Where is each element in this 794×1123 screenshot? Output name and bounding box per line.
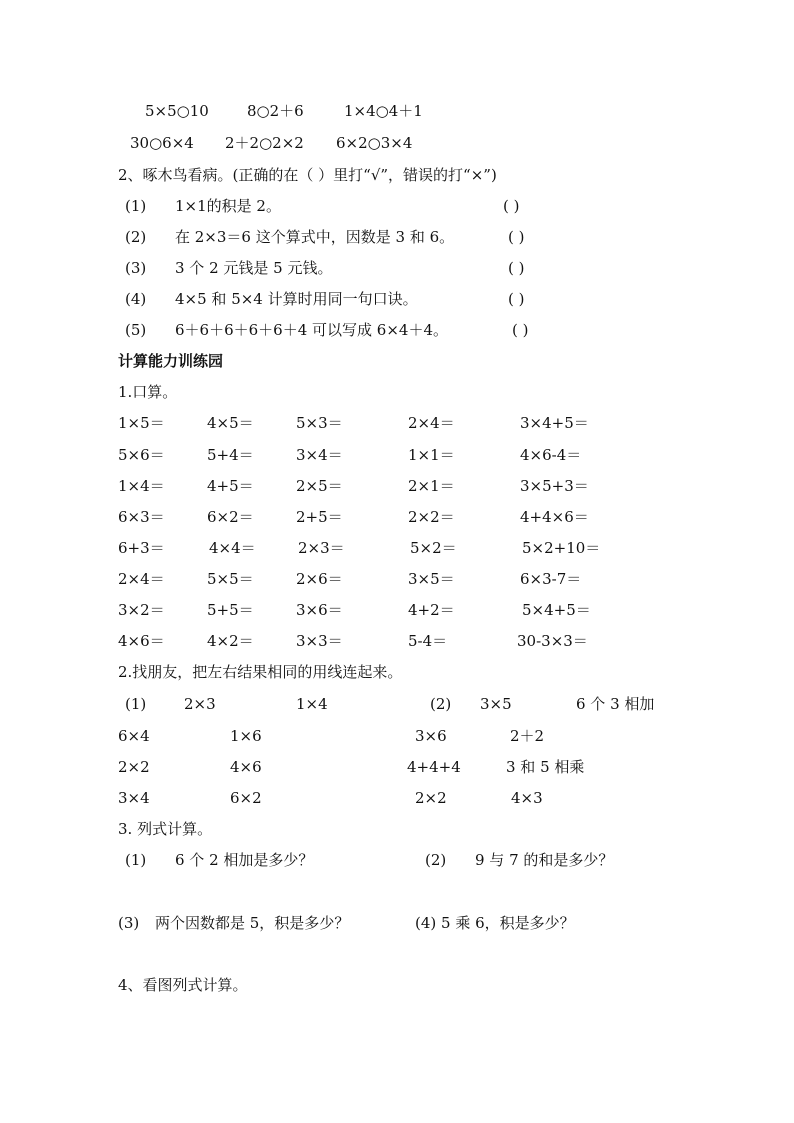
compare-item: 5×5○10 — [145, 102, 209, 120]
item-number: (1) — [125, 197, 147, 215]
oral-problem: 1×1＝ — [408, 446, 455, 464]
judge-title: 2、啄木鸟看病。(正确的在（ ）里打“√”，错误的打“×”) — [118, 166, 497, 184]
match-part-label: (1) — [125, 695, 147, 713]
match-item[interactable]: 2×3 — [184, 695, 216, 713]
question-number: (3) — [118, 914, 140, 932]
match-item[interactable]: 4×3 — [511, 789, 543, 807]
item-text: 4×5 和 5×4 计算时用同一句口诀。 — [175, 290, 418, 308]
oral-problem: 5×5＝ — [207, 570, 254, 588]
item-number: (3) — [125, 259, 147, 277]
oral-problem: 1×4＝ — [118, 477, 165, 495]
oral-problem: 2×3＝ — [298, 539, 345, 557]
picture-title: 4、看图列式计算。 — [118, 976, 248, 994]
answer-parentheses[interactable]: ( ) — [508, 259, 525, 277]
match-item[interactable]: 3×5 — [480, 695, 512, 713]
compare-item: 1×4○4＋1 — [344, 102, 423, 120]
match-item[interactable]: 2＋2 — [510, 727, 545, 745]
oral-problem: 5×2+10＝ — [522, 539, 601, 557]
oral-problem: 6×2＝ — [207, 508, 254, 526]
match-item[interactable]: 6×2 — [230, 789, 262, 807]
item-number: (2) — [125, 228, 147, 246]
oral-problem: 2×4＝ — [408, 414, 455, 432]
oral-problem: 4×4＝ — [209, 539, 256, 557]
oral-problem: 3×4+5＝ — [520, 414, 589, 432]
compare-item: 8○2＋6 — [247, 102, 304, 120]
oral-problem: 4+5＝ — [207, 477, 254, 495]
oral-problem: 5-4＝ — [408, 632, 448, 650]
oral-problem: 2×5＝ — [296, 477, 343, 495]
match-item[interactable]: 6 个 3 相加 — [576, 695, 655, 713]
answer-parentheses[interactable]: ( ) — [512, 321, 529, 339]
match-part-label: (2) — [430, 695, 452, 713]
oral-problem: 6+3＝ — [118, 539, 165, 557]
oral-problem: 6×3＝ — [118, 508, 165, 526]
oral-problem: 5×2＝ — [410, 539, 457, 557]
oral-problem: 2×6＝ — [296, 570, 343, 588]
equation-title: 3. 列式计算。 — [118, 820, 213, 838]
match-item[interactable]: 1×6 — [230, 727, 262, 745]
answer-parentheses[interactable]: ( ) — [508, 228, 525, 246]
oral-problem: 30-3×3＝ — [517, 632, 588, 650]
oral-title: 1.口算。 — [118, 383, 178, 401]
match-item[interactable]: 3×4 — [118, 789, 150, 807]
oral-problem: 3×3＝ — [296, 632, 343, 650]
oral-problem: 5×6＝ — [118, 446, 165, 464]
oral-problem: 4+4×6＝ — [520, 508, 589, 526]
item-text: 6＋6＋6＋6＋6＋4 可以写成 6×4＋4。 — [175, 321, 448, 339]
item-text: 1×1的积是 2。 — [175, 197, 281, 215]
oral-problem: 5×4+5＝ — [522, 601, 591, 619]
oral-problem: 5+4＝ — [207, 446, 254, 464]
section-title: 计算能力训练园 — [118, 352, 224, 370]
oral-problem: 4+2＝ — [408, 601, 455, 619]
oral-problem: 3×5+3＝ — [520, 477, 589, 495]
oral-problem: 2×4＝ — [118, 570, 165, 588]
answer-parentheses[interactable]: ( ) — [503, 197, 520, 215]
item-text: 在 2×3＝6 这个算式中，因数是 3 和 6。 — [175, 228, 455, 246]
item-text: 3 个 2 元钱是 5 元钱。 — [175, 259, 333, 277]
compare-item: 2＋2○2×2 — [225, 134, 304, 152]
oral-problem: 3×4＝ — [296, 446, 343, 464]
oral-problem: 3×6＝ — [296, 601, 343, 619]
oral-problem: 3×2＝ — [118, 601, 165, 619]
match-item[interactable]: 3×6 — [415, 727, 447, 745]
oral-problem: 4×6-4＝ — [520, 446, 582, 464]
oral-problem: 4×5＝ — [207, 414, 254, 432]
compare-item: 30○6×4 — [130, 134, 194, 152]
question-text: 两个因数都是 5，积是多少？ — [155, 914, 350, 932]
item-number: (4) — [125, 290, 147, 308]
oral-problem: 2×2＝ — [408, 508, 455, 526]
oral-problem: 5+5＝ — [207, 601, 254, 619]
oral-problem: 6×3-7＝ — [520, 570, 582, 588]
match-item[interactable]: 6×4 — [118, 727, 150, 745]
oral-problem: 4×2＝ — [207, 632, 254, 650]
oral-problem: 5×3＝ — [296, 414, 343, 432]
oral-problem: 1×5＝ — [118, 414, 165, 432]
oral-problem: 2+5＝ — [296, 508, 343, 526]
match-item[interactable]: 4×6 — [230, 758, 262, 776]
question-number: (1) — [125, 851, 147, 869]
match-item[interactable]: 1×4 — [296, 695, 328, 713]
match-item[interactable]: 2×2 — [118, 758, 150, 776]
item-number: (5) — [125, 321, 147, 339]
match-title: 2.找朋友，把左右结果相同的用线连起来。 — [118, 663, 403, 681]
question-text: 9 与 7 的和是多少？ — [475, 851, 614, 869]
question-text: (4) 5 乘 6，积是多少？ — [415, 914, 575, 932]
question-number: (2) — [425, 851, 447, 869]
answer-parentheses[interactable]: ( ) — [508, 290, 525, 308]
match-item[interactable]: 2×2 — [415, 789, 447, 807]
compare-item: 6×2○3×4 — [336, 134, 413, 152]
oral-problem: 3×5＝ — [408, 570, 455, 588]
match-item[interactable]: 4+4+4 — [407, 758, 461, 776]
oral-problem: 4×6＝ — [118, 632, 165, 650]
question-text: 6 个 2 相加是多少？ — [175, 851, 314, 869]
match-item[interactable]: 3 和 5 相乘 — [506, 758, 585, 776]
oral-problem: 2×1＝ — [408, 477, 455, 495]
